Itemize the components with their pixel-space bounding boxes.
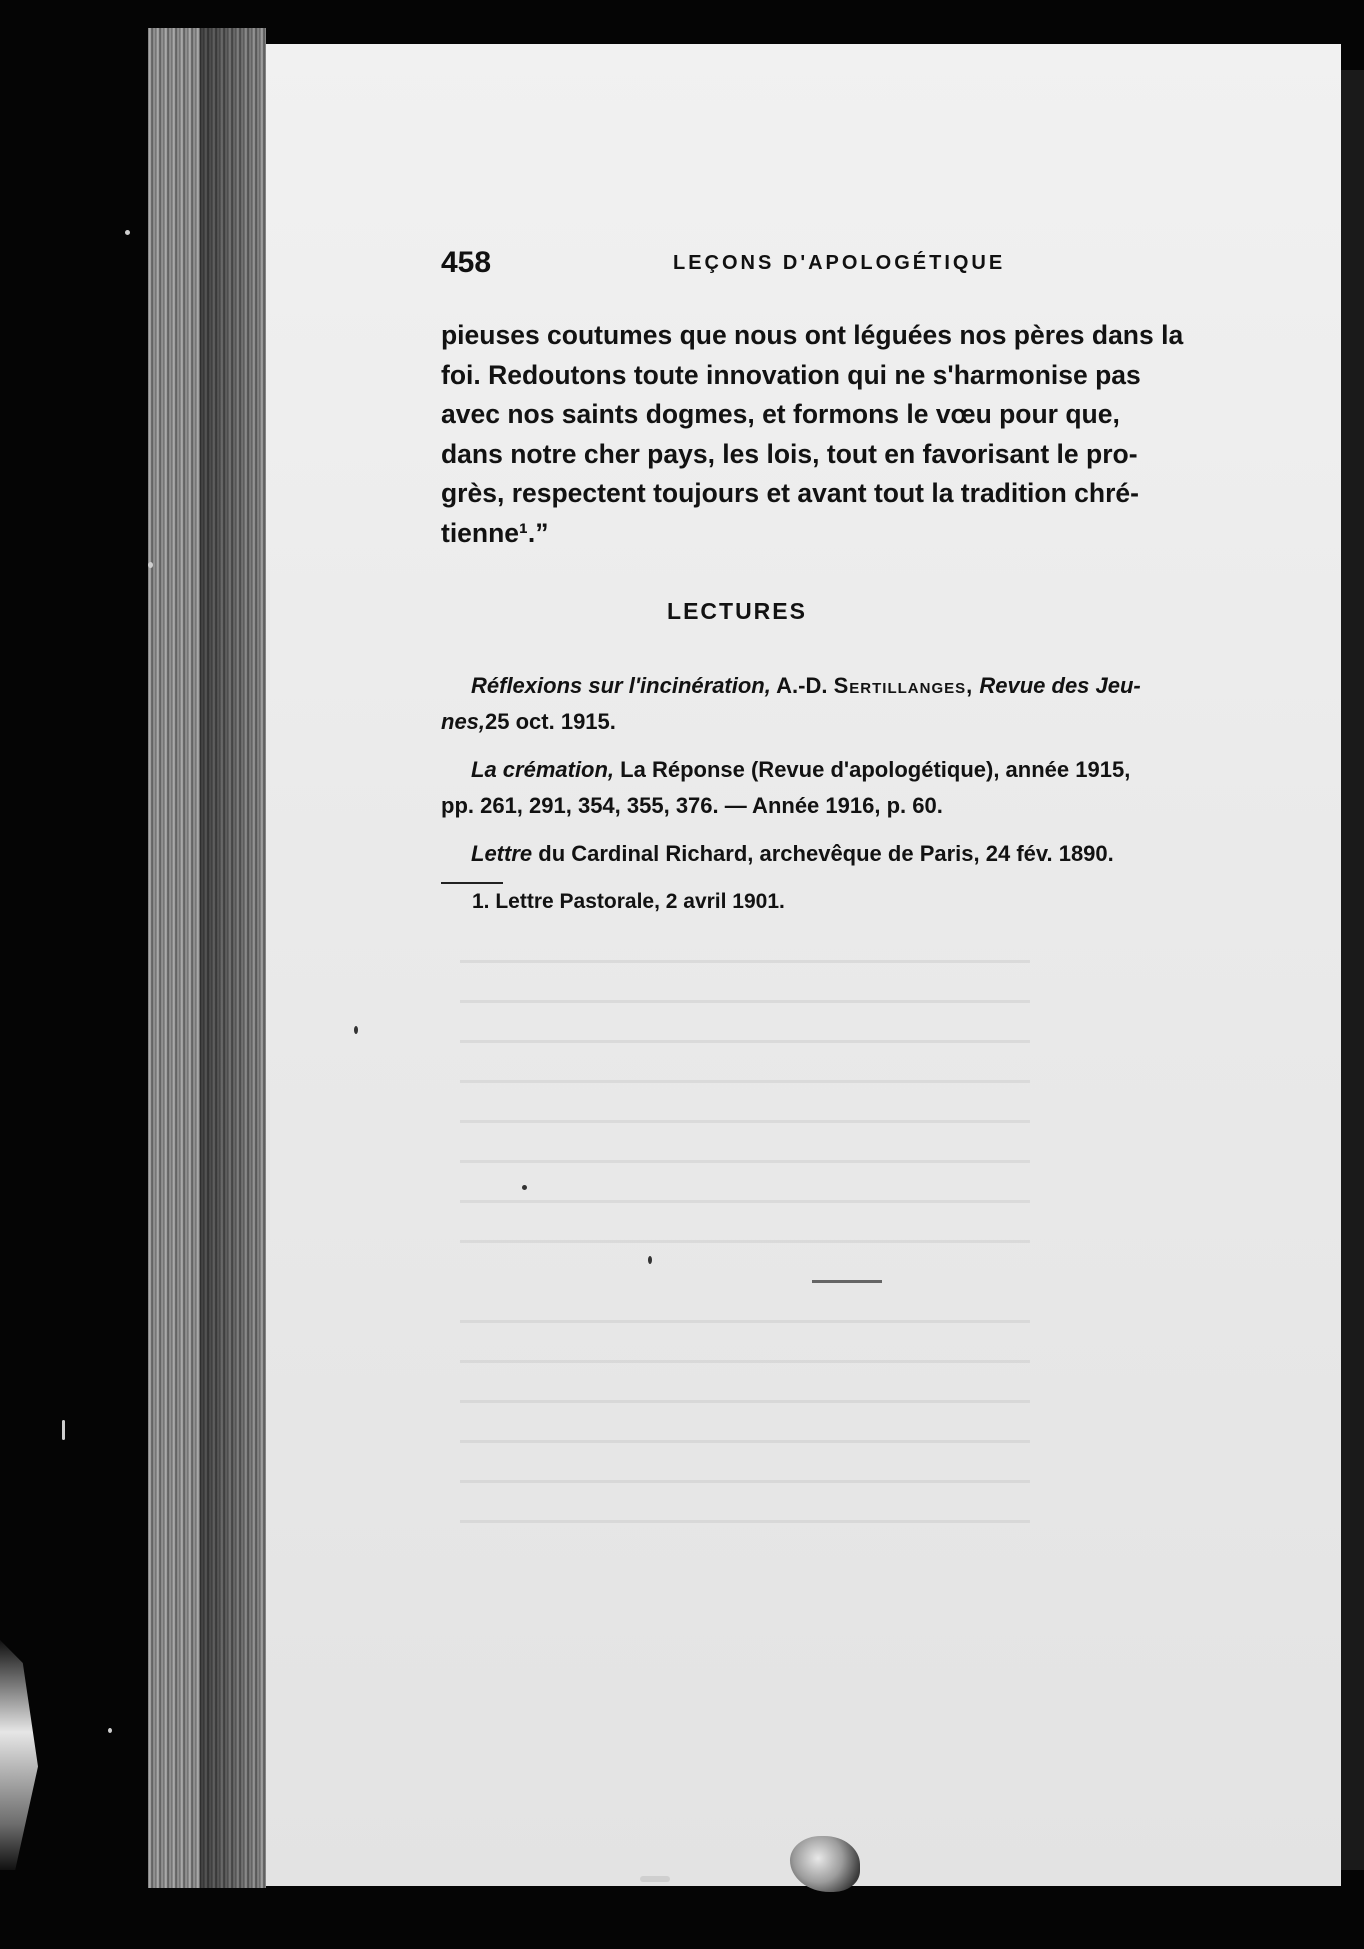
reading-journal: nes, <box>441 709 486 734</box>
show-through-line <box>460 1440 1030 1443</box>
reading-source: du Cardinal Richard, archevêque de Paris, 24 fév. 1890. <box>538 841 1114 866</box>
show-through-line <box>460 1360 1030 1363</box>
reading-item <box>441 836 1114 872</box>
reading-line <box>441 836 1114 872</box>
show-through-line <box>460 1480 1030 1483</box>
show-through-line <box>460 1000 1030 1003</box>
dust-speck <box>108 1728 112 1733</box>
reading-author: Sertillanges, <box>833 673 974 698</box>
body-line: dans notre cher pays, les lois, tout en favorisant le pro- <box>441 438 1138 469</box>
show-through-line <box>460 1080 1030 1083</box>
running-title: LEÇONS D'APOLOGÉTIQUE <box>673 252 1006 274</box>
section-heading: LECTURES <box>667 598 807 624</box>
dust-speck <box>522 1185 527 1190</box>
dust-speck <box>148 562 153 568</box>
body-line: foi. Redoutons toute innovation qui ne s'harmonise pas <box>441 359 1141 390</box>
end-ornament <box>812 1280 882 1283</box>
body-line: avec nos saints dogmes, et formons le vœu pour que, <box>441 399 1120 429</box>
show-through-line <box>460 1200 1030 1203</box>
page-right-edge <box>1341 70 1364 1870</box>
show-through-line <box>460 1400 1030 1403</box>
show-through-line <box>460 960 1030 963</box>
running-head <box>441 246 1063 292</box>
show-through-line <box>460 1320 1030 1323</box>
reading-line <box>441 668 1141 704</box>
reading-line <box>441 752 1131 788</box>
page-number: 458 <box>441 246 492 279</box>
reading-item <box>441 752 1131 824</box>
body-line: pieuses coutumes que nous ont léguées nos pères dans la <box>441 320 1184 350</box>
footnote: 1. Lettre Pastorale, 2 avril 1901. <box>472 890 785 913</box>
reading-journal: Revue des Jeu- <box>979 673 1141 698</box>
dust-speck <box>62 1420 65 1440</box>
show-through-line <box>460 1520 1030 1523</box>
dust-speck <box>640 1876 670 1882</box>
reading-line <box>441 704 1033 740</box>
show-through-line <box>460 1040 1030 1043</box>
reading-line: pp. 261, 291, 354, 355, 376. — Année 1916, p. 60. <box>441 793 943 818</box>
footnote-rule <box>441 882 503 884</box>
reading-title: Lettre <box>471 841 533 866</box>
reading-title: La crémation, <box>471 757 615 782</box>
gutter-shadow <box>200 28 270 1888</box>
body-line: grès, respectent toujours et avant tout la tradition chré- <box>441 478 1139 508</box>
body-paragraph <box>441 316 1184 553</box>
reading-source: La Réponse (Revue d'apologétique), année 1915, <box>620 757 1131 782</box>
reading-date: 25 oct. 1915. <box>485 709 616 734</box>
scan-edge-artifact <box>0 1640 38 1870</box>
show-through-line <box>460 1240 1030 1243</box>
dust-speck <box>354 1026 358 1034</box>
reading-item <box>441 668 1141 740</box>
dust-speck <box>648 1256 652 1264</box>
body-line: tienne¹.” <box>441 517 549 548</box>
show-through-line <box>460 1120 1030 1123</box>
reading-author-initials: A.-D. <box>776 673 828 698</box>
reading-title: Réflexions sur l'incinération, <box>471 673 771 698</box>
show-through-line <box>460 1160 1030 1163</box>
dust-speck <box>125 230 130 235</box>
